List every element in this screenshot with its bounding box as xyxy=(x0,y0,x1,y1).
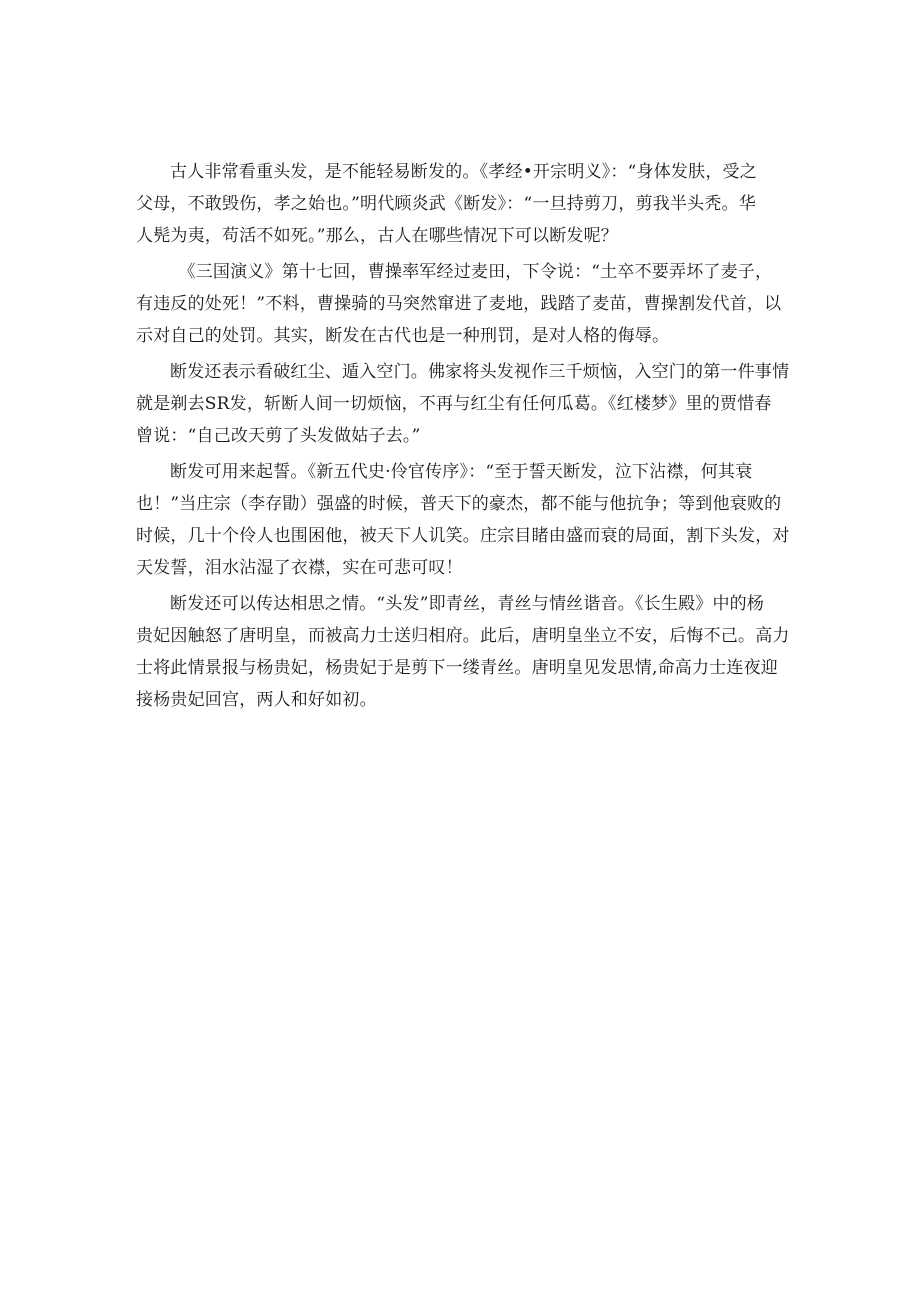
paragraph-line: 古人非常看重头发，是不能轻易断发的。《孝经•开宗明义》：“身体发肤，受之 xyxy=(170,162,757,182)
paragraph-line: 贵妃因触怒了唐明皇，而被高力士送归相府。此后，唐明皇坐立不安，后悔不己。高力 xyxy=(136,626,790,646)
paragraph-1 xyxy=(136,156,786,252)
paragraph-line: 就是剃去SR发，斩断人间一切烦恼，不再与红尘有任何瓜葛。《红楼梦》里的贾惜春 xyxy=(136,394,772,414)
paragraph-line: 接杨贵妃回宫，两人和好如初。 xyxy=(136,690,377,710)
paragraph-line: 示对自己的处罚。其实，断发在古代也是一种刑罚，是对人格的侮辱。 xyxy=(136,326,670,346)
paragraph-line: 人髡为夷，苟活不如死。”那么，古人在哪些情况下可以断发呢？ xyxy=(136,226,618,246)
paragraph-line: 断发还表示看破红尘、遁入空门。佛家将头发视作三千烦恼，入空门的第一件事情 xyxy=(170,362,790,382)
paragraph-line: 也！”当庄宗（李存勖）强盛的时候，普天下的豪杰，都不能与他抗争；等到他衰败的 xyxy=(136,494,782,514)
paragraph-line: 有违反的处死！”不料，曹操骑的马突然窜进了麦地，践踏了麦苗，曹操割发代首，以 xyxy=(136,294,782,314)
paragraph-line: 父母，不敢毁伤，孝之始也。”明代顾炎武《断发》：“一旦持剪刀，剪我半头秃。华 xyxy=(136,194,756,214)
paragraph-4 xyxy=(136,456,790,584)
paragraph-line: 断发可用来起誓。《新五代史·伶官传序》：“至于誓天断发，泣下沾襟，何其衰 xyxy=(170,462,753,482)
article-body xyxy=(136,156,790,720)
paragraph-line: 《三国演义》第十七回，曹操率军经过麦田，下令说：“土卒不要弄坏了麦子， xyxy=(178,262,773,282)
paragraph-line: 士将此情景报与杨贵妃，杨贵妃于是剪下一缕青丝。唐明皇见发思情,命高力士连夜迎 xyxy=(136,658,779,678)
paragraph-line: 断发还可以传达相思之情。“头发”即青丝，青丝与情丝谐音。《长生殿》中的杨 xyxy=(170,594,765,614)
paragraph-line: 曾说：“自己改天剪了头发做姑子去。” xyxy=(136,426,421,446)
paragraph-2 xyxy=(136,256,786,352)
paragraph-line: 时候，几十个伶人也围困他，被天下人讥笑。庄宗目睹由盛而衰的局面，割下头发，对 xyxy=(136,526,790,546)
paragraph-5 xyxy=(136,588,790,716)
paragraph-line: 天发誓，泪水沾湿了衣襟，实在可悲可叹！ xyxy=(136,558,463,578)
paragraph-3 xyxy=(136,356,790,452)
